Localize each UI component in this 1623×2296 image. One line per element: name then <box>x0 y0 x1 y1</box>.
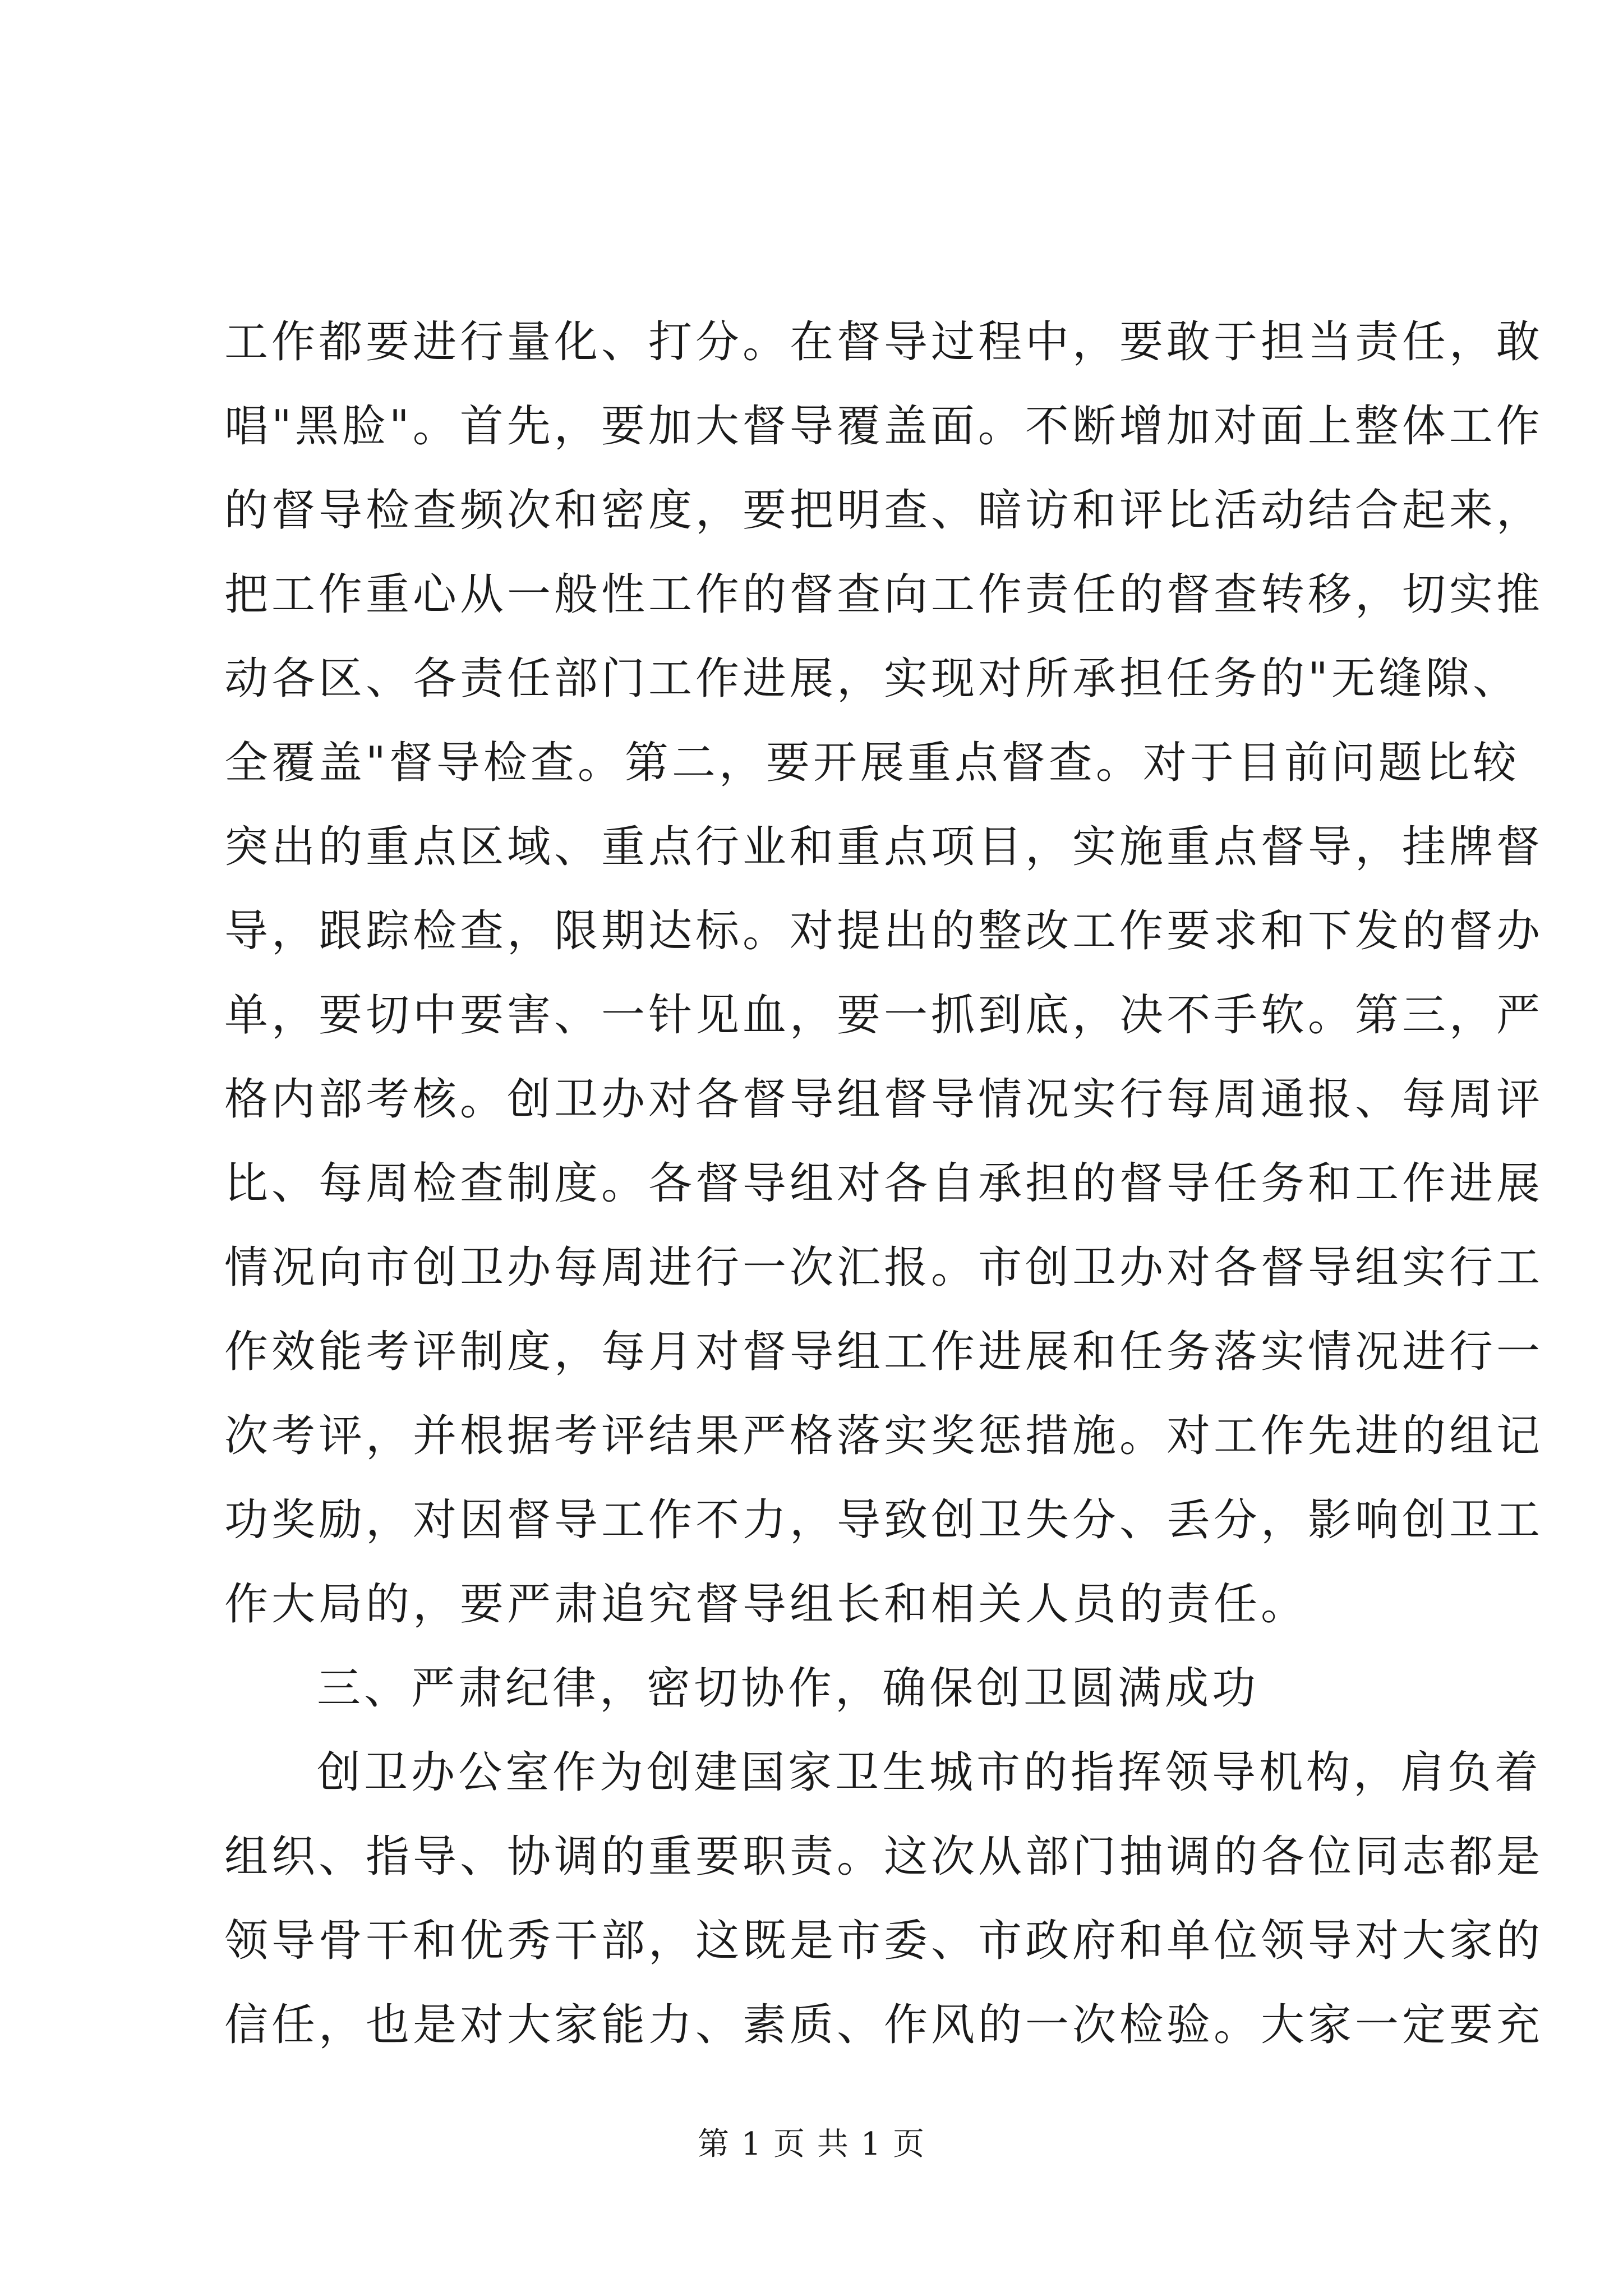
text-line: 信任，也是对大家能力、素质、作风的一次检验。大家一定要充 <box>224 2000 1544 2050</box>
text-line: 功奖励，对因督导工作不力，导致创卫失分、丢分，影响创卫工 <box>224 1495 1544 1545</box>
text-line: 突出的重点区域、重点行业和重点项目，实施重点督导，挂牌督 <box>224 822 1544 872</box>
text-line: 全覆盖"督导检查。第二，要开展重点督查。对于目前问题比较 <box>224 738 1520 788</box>
text-line: 作大局的，要严肃追究督导组长和相关人员的责任。 <box>224 1579 1308 1630</box>
text-line: 组织、指导、协调的重要职责。这次从部门抽调的各位同志都是 <box>224 1832 1544 1882</box>
text-line: 比、每周检查制度。各督导组对各自承担的督导任务和工作进展 <box>224 1158 1544 1209</box>
text-line: 情况向市创卫办每周进行一次汇报。市创卫办对各督导组实行工 <box>224 1243 1544 1293</box>
section-heading: 三、严肃纪律，密切协作，确保创卫圆满成功 <box>317 1663 1260 1714</box>
page-number-footer: 第 1 页 共 1 页 <box>697 2126 926 2162</box>
document-body <box>224 300 1544 2067</box>
text-line: 格内部考核。创卫办对各督导组督导情况实行每周通报、每周评 <box>224 1074 1544 1125</box>
text-line: 次考评，并根据考评结果严格落实奖惩措施。对工作先进的组记 <box>224 1411 1544 1461</box>
text-line: 把工作重心从一般性工作的督查向工作责任的督查转移，切实推 <box>224 569 1544 620</box>
text-line: 导，跟踪检查，限期达标。对提出的整改工作要求和下发的督办 <box>224 906 1544 956</box>
text-line: 唱"黑脸"。首先，要加大督导覆盖面。不断增加对面上整体工作 <box>224 401 1543 452</box>
text-line: 作效能考评制度，每月对督导组工作进展和任务落实情况进行一 <box>224 1327 1544 1377</box>
paragraph-first-line: 创卫办公室作为创建国家卫生城市的指挥领导机构，肩负着 <box>317 1747 1542 1798</box>
text-line: 动各区、各责任部门工作进展，实现对所承担任务的"无缝隙、 <box>224 654 1520 704</box>
text-line: 领导骨干和优秀干部，这既是市委、市政府和单位领导对大家的 <box>224 1916 1544 1966</box>
text-line: 单，要切中要害、一针见血，要一抓到底，决不手软。第三，严 <box>224 990 1544 1041</box>
text-line: 工作都要进行量化、打分。在督导过程中，要敢于担当责任，敢 <box>224 317 1544 367</box>
text-line: 的督导检查频次和密度，要把明查、暗访和评比活动结合起来， <box>224 485 1544 536</box>
